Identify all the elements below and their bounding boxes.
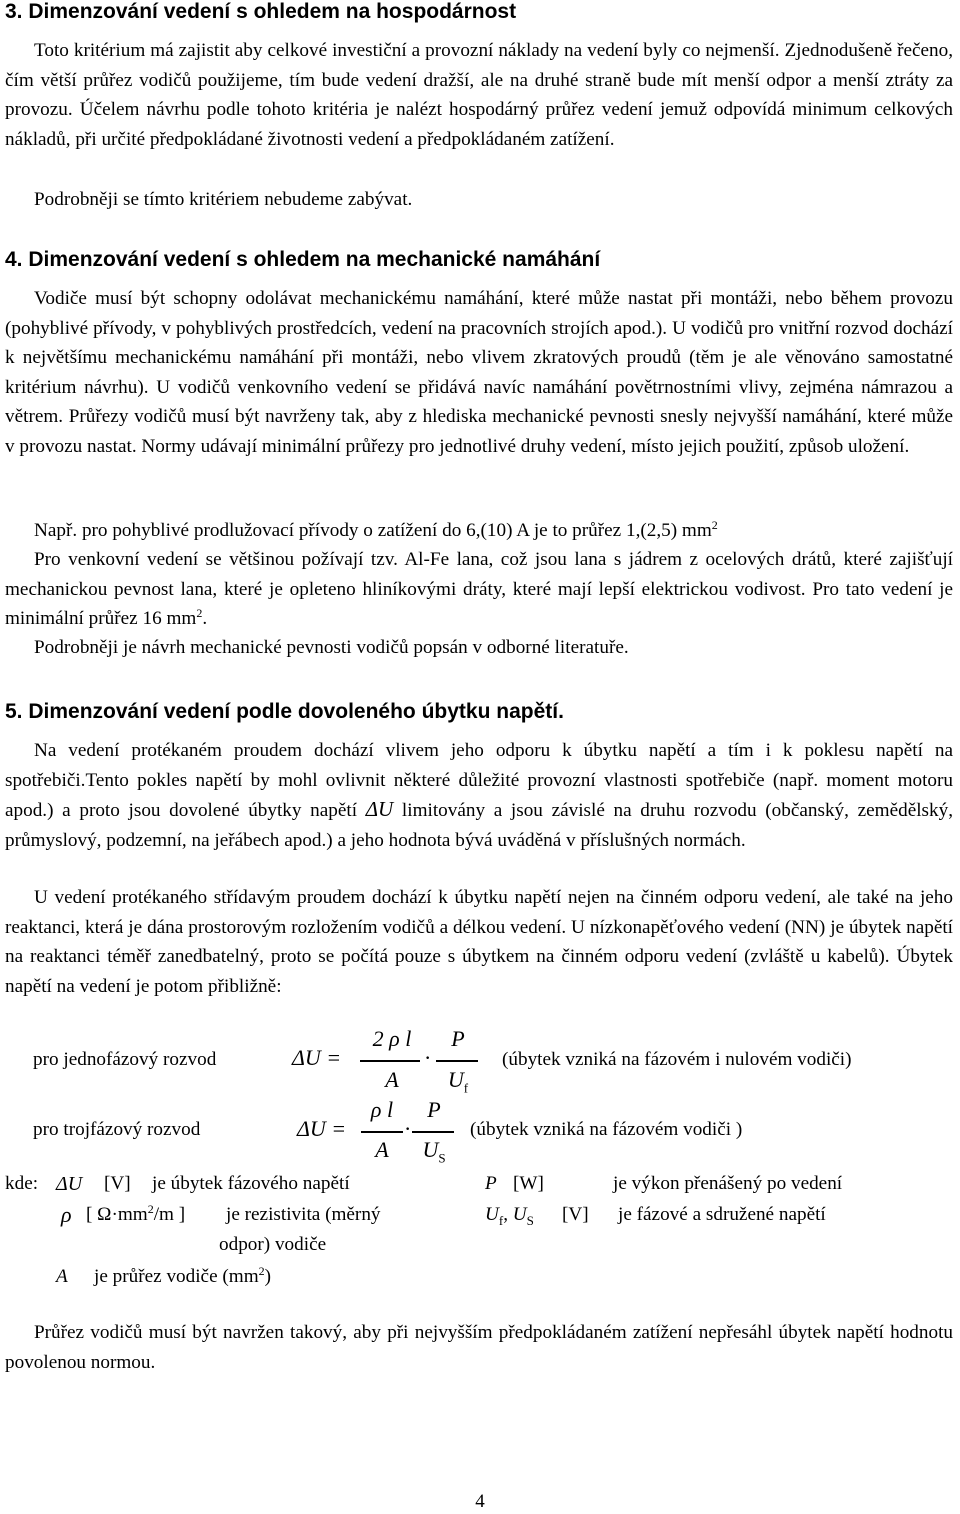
- fraction-bar: [412, 1131, 454, 1133]
- section-5-paragraph-1-text: Na vedení protékaném proudem dochází vlivem jeho odporu k úbytku napětí a tím i k poklesu napětí na spotřebiči.Tento pokles napětí by mohl ovlivnit některé důležité provozní vlastnosti spotřebiče (např. moment motoru apod.) a proto jsou dovolené úbytky napětí: [5, 740, 953, 821]
- delta-u-symbol: ΔU: [365, 797, 394, 821]
- delta-u-description: je úbytek fázového napětí: [152, 1173, 350, 1194]
- delta-u-symbol: ΔU: [56, 1173, 83, 1195]
- section-4-paragraph-3: [5, 545, 953, 634]
- section-5-title: 5. Dimenzování vedení podle dovoleného úbytku napětí.: [5, 700, 564, 723]
- fraction-bar: [436, 1060, 478, 1062]
- section-4-paragraph-3-end: .: [202, 608, 208, 629]
- line-voltage-symbol: U: [512, 1204, 527, 1225]
- denominator-subscript: f: [463, 1080, 469, 1096]
- voltage-symbols: [485, 1203, 534, 1227]
- fraction-bar: [360, 1060, 420, 1062]
- section-3-paragraph-2: Podrobněji se tímto kritériem nebudeme zabývat.: [34, 189, 413, 210]
- equation-1-denominator-1: A: [385, 1067, 399, 1092]
- section-4-paragraph-2-text: Např. pro pohyblivé prodlužovací přívody o zatížení do 6,(10) A je to průřez 1,(2,5) mm: [34, 520, 712, 541]
- equation-2-numerator-2: P: [427, 1097, 441, 1122]
- voltage-unit: [V]: [562, 1204, 589, 1225]
- equation-1-note: (úbytek vzniká na fázovém i nulovém vodiči): [502, 1049, 852, 1070]
- area-description: [94, 1265, 271, 1289]
- rho-unit: [86, 1203, 185, 1227]
- section-5-paragraph-2: U vedení protékaného střídavým proudem dochází k úbytku napětí nejen na činném odporu vedení, ale také na jeho reaktanci, která je dána prostorovým rozložením vodičů a délkou vedení. U nízkonapěťového vedení (NN) je úbytek napětí na reaktanci téměř zanedbatelný, proto se počítá pouze s úbytkem na činném odporu vedení (zvláště u kabelů). Úbytek napětí na vedení je potom přibližně:: [5, 887, 953, 997]
- section-4-paragraph-4: Podrobněji je návrh mechanické pevnosti vodičů popsán v odborné literatuře.: [34, 637, 629, 658]
- superscript: 2: [711, 518, 718, 532]
- fraction-bar: [361, 1131, 403, 1133]
- denominator-main: U: [422, 1137, 439, 1162]
- equation-1-label: pro jednofázový rozvod: [33, 1049, 217, 1070]
- equation-2-lhs: ΔU =: [297, 1116, 347, 1141]
- power-description: je výkon přenášený po vedení: [613, 1173, 843, 1194]
- subscript: S: [526, 1212, 534, 1228]
- denominator-main: U: [447, 1067, 464, 1092]
- superscript: 2: [196, 606, 203, 620]
- rho-unit-part-2: /m ]: [153, 1204, 186, 1225]
- rho-description-line-2: odpor) vodiče: [219, 1234, 327, 1255]
- equation-2-numerator-1: ρ l: [370, 1097, 394, 1122]
- section-3-title: 3. Dimenzování vedení s ohledem na hospodárnost: [5, 0, 517, 23]
- area-description-text: je průřez vodiče (mm: [94, 1266, 259, 1287]
- rho-description-line-1: je rezistivita (měrný: [226, 1204, 381, 1225]
- equation-2-denominator-2: [414, 1137, 454, 1166]
- section-4-paragraph-3-text: Pro venkovní vedení se většinou požívají tzv. Al-Fe lana, což jsou lana s jádrem z ocelových drátů, které zajišťují mechanickou pevnost lana, které je opleteno hliníkovými dráty, které mají lepší elektrickou vodivost. Pro tato vedení je minimální průřez 16 mm: [5, 549, 953, 629]
- section-4-paragraph-1: Vodiče musí být schopny odolávat mechanickému namáhání, které může nastat při montáži, nebo během provozu (pohyblivé přívody, v pohyblivých prostředcích, vedení na pracovních strojích apod.). U vodičů pro vnitřní rozvod dochází k největšímu mechanickému namáhání při montáži, nebo vlivem zkratových proudů (těm je ale věnováno samostatné kritérium návrhu). U vodičů venkovního vedení se přidává navíc namáhání povětrnostními vlivy, zejména námrazou a větrem. Průřezy vodičů musí být navrženy tak, aby z hlediska mechanické pevnosti snesly nejvyšší namáhání, které může v provozu nastat. Normy udávají minimální průřezy pro jednotlivé druhy vedení, místo jejich použití, způsob uložení.: [5, 288, 953, 457]
- equation-2-label: pro trojfázový rozvod: [33, 1119, 201, 1140]
- equation-1-denominator-2: [438, 1067, 478, 1096]
- equation-1-numerator-2: P: [451, 1026, 465, 1051]
- denominator-subscript: S: [438, 1150, 446, 1166]
- area-description-end: ): [264, 1266, 272, 1287]
- separator: ,: [503, 1204, 513, 1225]
- voltage-description: je fázové a sdružené napětí: [618, 1204, 826, 1225]
- power-unit: [W]: [513, 1173, 544, 1194]
- definitions-kde-label: kde:: [5, 1173, 39, 1194]
- equation-1-numerator-1: 2 ρ l: [372, 1026, 412, 1051]
- equation-1-lhs: ΔU =: [292, 1045, 342, 1070]
- section-4-title: 4. Dimenzování vedení s ohledem na mechanické namáhání: [5, 248, 601, 271]
- section-3-paragraph-1: Toto kritérium má zajistit aby celkové investiční a provozní náklady na vedení byly co nejmenší. Zjednodušeně řečeno, čím větší průřez vodičů použijeme, tím bude vedení dražší, ale na druhé straně bude mít menší odpor a menší ztráty za provozu. Účelem návrhu podle tohoto kritéria je nalézt hospodárný průřez vedení jemuž odpovídá minimum celkových nákladů, při určité předpokládané životnosti vedení a předpokládaném zatížení.: [5, 40, 953, 150]
- section-4-paragraph-2: [5, 516, 953, 546]
- area-symbol: A: [56, 1266, 68, 1287]
- phase-voltage-symbol: U: [485, 1204, 499, 1225]
- rho-unit-part-1: [ Ω·mm: [86, 1204, 148, 1225]
- equation-2-denominator-1: A: [375, 1137, 389, 1162]
- rho-symbol: ρ: [61, 1202, 72, 1227]
- equation-2-dot: ·: [404, 1116, 412, 1141]
- delta-u-unit: [V]: [104, 1173, 131, 1194]
- section-5-paragraph-3: Průřez vodičů musí být navržen takový, aby při nejvyšším předpokládaném zatížení nepřesáhl úbytek napětí hodnotu povolenou normou.: [5, 1322, 953, 1373]
- power-symbol: P: [485, 1173, 497, 1194]
- superscript: 2: [147, 1202, 154, 1216]
- section-5-paragraph-1: [5, 736, 953, 855]
- section-5-paragraph-1-end: limitovány a jsou závislé na druhu rozvodu (občanský, zemědělský, průmyslový, podzemní, na jeřábech apod.) a jeho hodnota bývá uváděná v příslušných normách.: [5, 800, 953, 851]
- equation-2-note: (úbytek vzniká na fázovém vodiči ): [470, 1119, 743, 1140]
- page-number: 4: [475, 1491, 485, 1512]
- equation-1-dot: ·: [424, 1045, 432, 1070]
- subscript: f: [498, 1212, 504, 1228]
- superscript: 2: [258, 1264, 265, 1278]
